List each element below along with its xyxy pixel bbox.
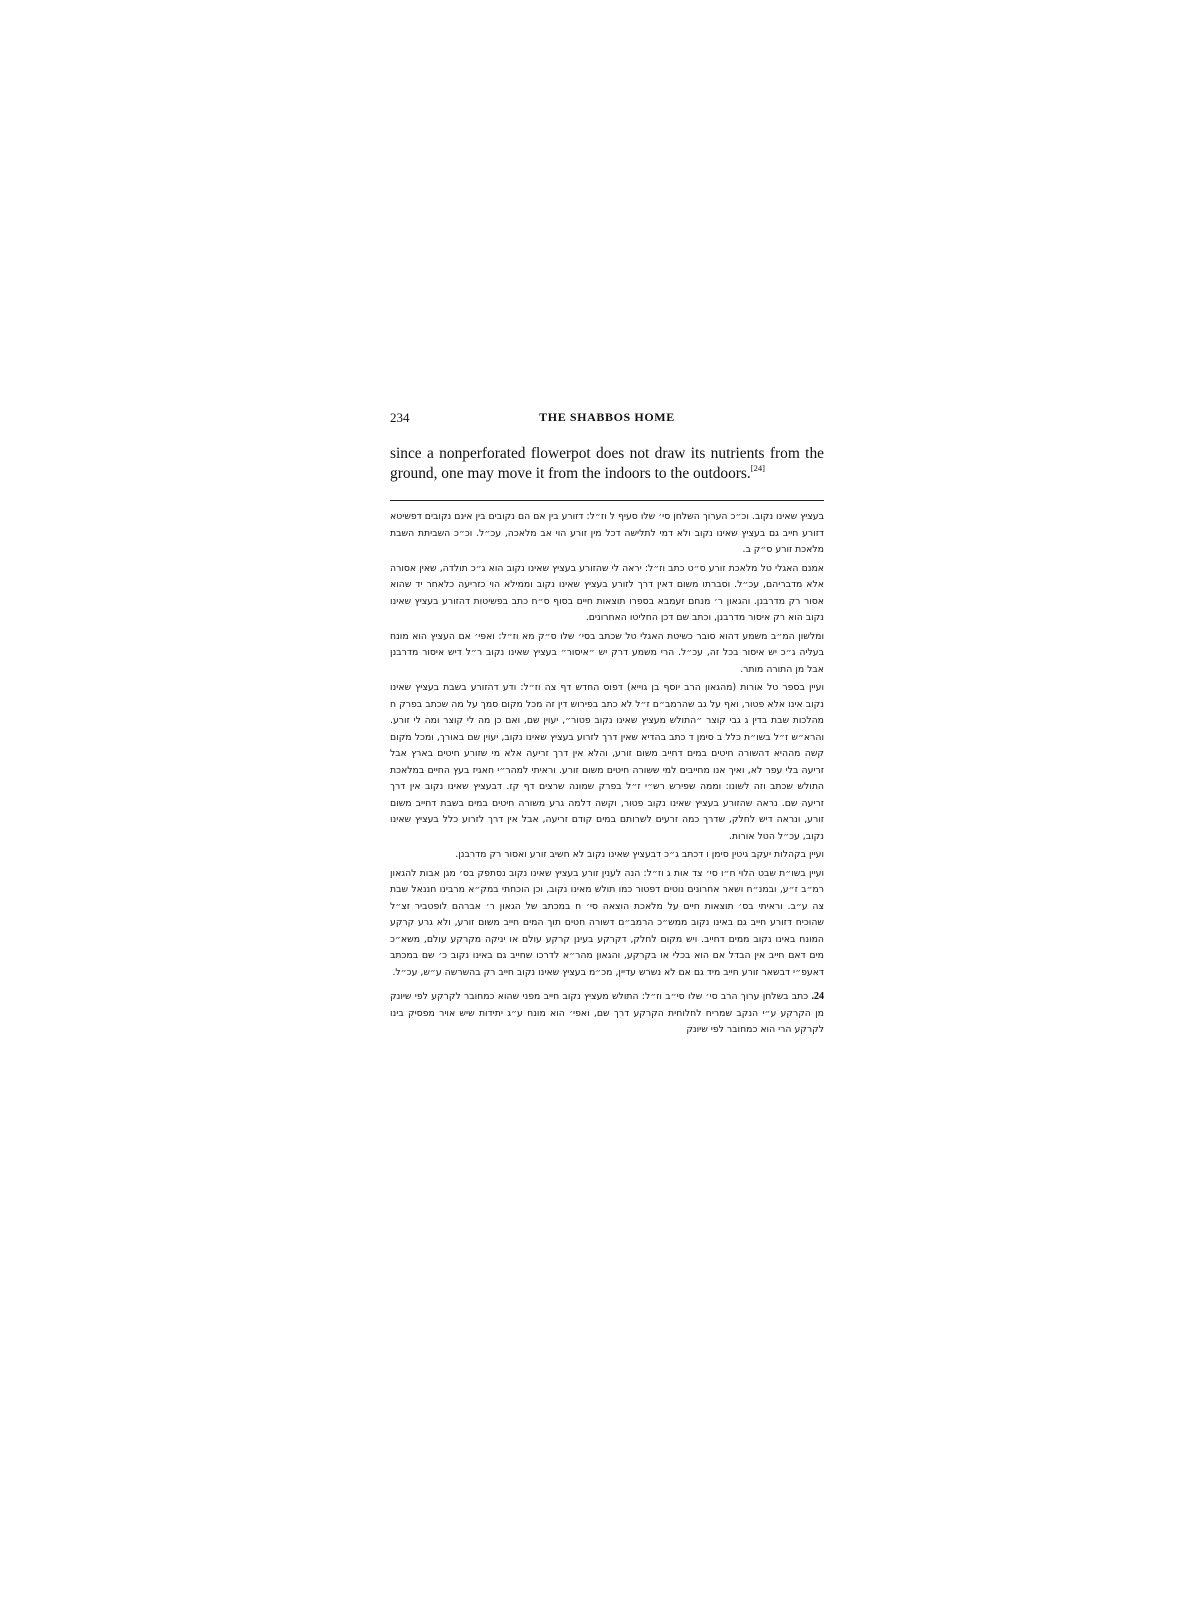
footnote-paragraph: בעציץ שאינו נקוב. וכ״כ הערוך השלחן סי׳ שלו סעיף ל וז״ל: דזורע בין אם הם נקובים בין אינם נקובים דפשיטא דזורע חייב גם בעציץ שאינו נקוב ולא דמי לתלישה דכל מין זורע הוי אב מלאכה, עכ״ל. וכ״כ השביתת השבת מלאכת זורע ס״ק ב.: [390, 511, 824, 555]
running-head: [390, 410, 824, 432]
footnote-divider: [390, 500, 824, 501]
footnote-24: [390, 989, 824, 1039]
footnote-paragraph: ועיין בספר טל אורות (מהגאון הרב יוסף בן גוייא) דפוס החדש דף צה וז״ל: ודע דהזורע בשבת בעציץ שאינו נקוב אינו אלא פטור, ואף על גב שהרמב״ם ז״ל לא כתב בפירוש דין זה מכל מקום סמך על מה שכתב בפרק ח מהלכות שבת בדין ג גבי קוצר ״התולש מעציץ שאינו נקוב פטור״, יעוין שם, ואם כן מה לי קוצר ומה לי זורע. והרא״ש ז״ל בשו״ת כלל ב סימן ד כתב בהדיא שאין דרך לזרוע בעציץ שאינו נקוב, יעוין שם באורך, ומכל מקום קשה מההיא דהשורה חיטים במים דחייב משום זורע, והלא אין דרך זריעה אלא מי שזורע חיטים בארץ אבל זריעה בלי עפר לא, ואיך אנו מחייבים למי ששורה חיטים משום זורע. וראיתי למהר״י חאגיז בעץ החיים במלאכת התולש שכתב וזה לשונו: וממה שפירש רש״י ז״ל בפרק שמונה שרצים דף קז. דבעציץ שאינו נקוב אין דרך זריעה שם. נראה שהזורע בעציץ שאינו נקוב פטור, וקשה דלמה גרע משורה חיטים במים בשבת דחייב משום זורע, ונראה דיש לחלק, שדרך כמה זרעים לשרותם במים קודם זריעה, אבל אין דרך לזרוע כלל בעציץ שאינו נקוב, עכ״ל הטל אורות.: [390, 682, 824, 842]
footnote-paragraph: ועיין בשו״ת שבט הלוי ח״ו סי׳ צד אות ג וז״ל: הנה לענין זורע בעציץ שאינו נקוב נסתפק בס׳ מגן אבות להגאון רמ״ב ז״ע, ובמנ״ח ושאר אחרונים נוטים דפטור כמו תולש מאינו נקוב, וכן הוכחתי במק״א מרבינו חננאל שבת צה ע״ב. וראיתי בס׳ תוצאות חיים על מלאכת הוצאה סי׳ ח במכתב של הגאון ר׳ אברהם לופטביר זצ״ל שהוכיח דזורע חייב גם באינו נקוב ממש״כ הרמב״ם דשורה חטים תוך המים חייב משום זורע, ולא גרע קרקע המונח באינו נקוב ממים דחייב. ויש מקום לחלק, דקרקע בעינן קרקע עולם או יניקה מקרקע עולם, משא״כ מים דאם חייב אין הבדל אם הוא בכלי או בקרקע, והגאון מהר״א לדרכו שחייב גם באינו נקוב כ׳ שם במכתב דאעפ״י דבשאר זורע חייב מיד גם אם לא נשרש עדיין, מכ״מ בעציץ שאינו נקוב חייב רק בהשרשה ע״ש, עכ״ל.: [390, 867, 824, 978]
footnote-24-text: כתב בשלחן ערוך הרב סי׳ שלו סי״ב וז״ל: התולש מעציץ נקוב חייב מפני שהוא כמחובר לקרקע לפי שיונק מן הקרקע ע״י הנקב שמריח לחלוחית הקרקע דרך שם, ואפי׳ הוא מונח ע״ג יתידות שיש אויר מפסיק בינו לקרקע הרי הוא כמחובר לפי שיונק: [390, 991, 824, 1035]
footnote-number: 24.: [811, 991, 824, 1002]
page-number: 234: [390, 410, 410, 425]
footnotes: [390, 509, 824, 1039]
footnote-paragraph: ומלשון המ״ב משמע דהוא סובר כשיטת האגלי טל שכתב בסי׳ שלו ס״ק מא וז״ל: ואפי׳ אם העציץ הוא מונח בעליה ג״כ יש איסור בכל זה, עכ״ל. הרי משמע דרק יש ״איסור״ בעציץ שאינו נקוב ר״ל דיש איסור מדרבנן אבל מן התורה מותר.: [390, 630, 824, 675]
footnote-paragraph: אמנם האגלי טל מלאכת זורע ס״ט כתב וז״ל: יראה לי שהזורע בעציץ שאינו נקוב הוא ג״כ תולדה, שאין אסורה אלא מדבריהם, עכ״ל. וסברתו משום דאין דרך לזורע בעציץ שאינו נקוב וממילא הוי כזריעה כלאחר יד שהוא אסור רק מדרבנן. והגאון ר׳ מנחם זעמבא בספרו תוצאות חיים בסוף ס״ח כתב בפשיטות דהזורע בעציץ שאינו נקוב הוא רק איסור מדרבנן, וכתב שם דכן החליטו האחרונים.: [390, 562, 824, 623]
body-paragraph: [390, 444, 824, 484]
footnote-reference[interactable]: [24]: [750, 463, 765, 473]
book-page: [390, 410, 824, 1041]
footnote-paragraph: ועיין בקהלות יעקב גיטין סימן ו דכתב ג״כ דבעציץ שאינו נקוב לא חשיב זורע ואסור רק מדרבנן.: [455, 849, 824, 860]
book-title: THE SHABBOS HOME: [539, 410, 675, 424]
body-text: since a nonperforated flowerpot does not draw its nutrients from the ground, one may move it from the indoors to the outdoors.: [390, 445, 824, 482]
